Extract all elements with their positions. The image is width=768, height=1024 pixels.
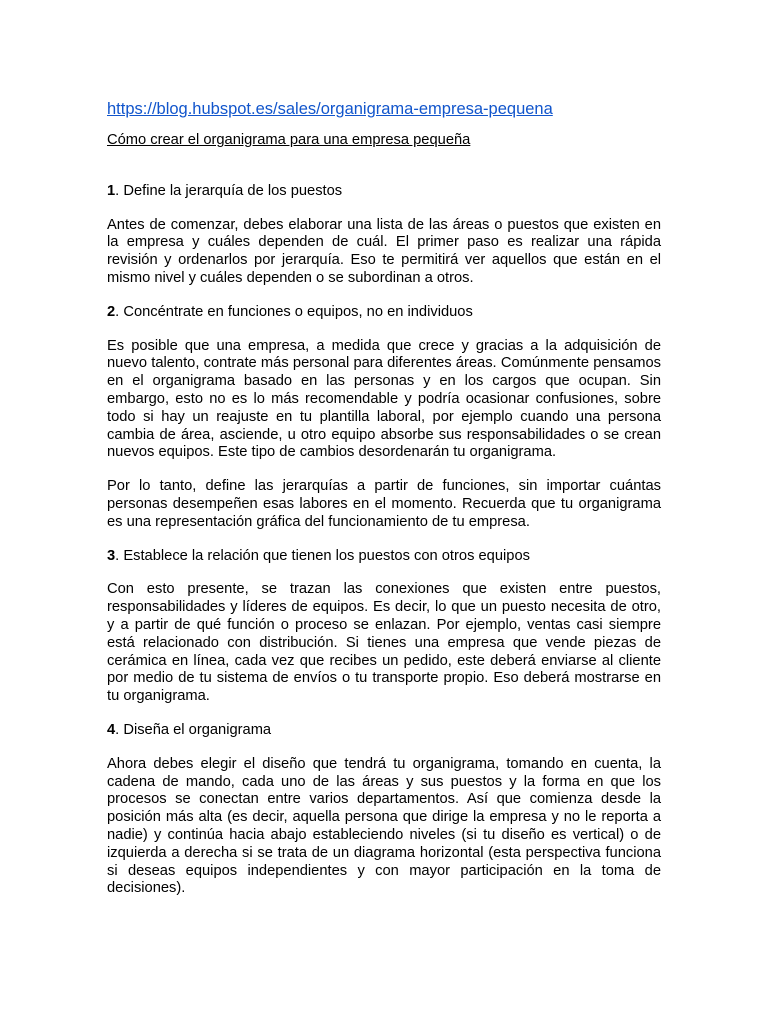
document-title: Cómo crear el organigrama para una empresa pequeña <box>107 132 471 148</box>
step-heading <box>107 722 661 740</box>
step-2 <box>107 304 661 532</box>
paragraph: Antes de comenzar, debes elaborar una lista de las áreas o puestos que existen en la empresa y cuáles dependen de cuál. El primer paso es realizar una rápida revisión y ordenarlos por jerarquía. Eso te permitirá ver aquellos que están en el mismo nivel y cuáles dependen o se subordinan a otros. <box>107 216 661 286</box>
paragraph: Con esto presente, se trazan las conexiones que existen entre puestos, responsabilidades y líderes de equipos. Es decir, lo que un puesto necesita de otro, y a partir de qué función o proceso se enlazan. Por ejemplo, ventas casi siempre está relacionado con distribución. Si tienes una empresa que vende piezas de cerámica en línea, cada vez que recibes un pedido, este deberá enviarse al cliente por medio de tu sistema de envíos o tu transporte propio. Eso deberá mostrarse en tu organigrama. <box>107 581 661 705</box>
step-number: 4 <box>107 721 116 738</box>
step-1 <box>107 183 661 288</box>
step-heading-text: . Concéntrate en funciones o equipos, no en individuos <box>115 303 473 320</box>
step-3 <box>107 548 661 706</box>
step-heading <box>107 304 661 322</box>
step-number: 2 <box>107 303 116 320</box>
step-heading-text: . Define la jerarquía de los puestos <box>115 182 343 199</box>
source-link[interactable]: https://blog.hubspot.es/sales/organigrama-empresa-pequena <box>107 100 553 118</box>
paragraph: Ahora debes elegir el diseño que tendrá tu organigrama, tomando en cuenta, la cadena de mando, cada uno de las áreas y sus puestos y la forma en que los procesos se conectan entre varios departamentos. Así que comienza desde la posición más alta (es decir, aquella persona que dirige la empresa y no le reporta a nadie) y continúa hacia abajo estableciendo niveles (si tu diseño es vertical) o de izquierda a derecha si se trata de un diagrama horizontal (esta perspectiva funciona si deseas equipos independientes y con mayor participación en la toma de decisiones). <box>107 755 661 897</box>
step-heading <box>107 548 661 566</box>
step-number: 3 <box>107 547 116 564</box>
step-heading <box>107 183 661 201</box>
step-4 <box>107 722 661 898</box>
paragraph: Por lo tanto, define las jerarquías a partir de funciones, sin importar cuántas personas desempeñen esas labores en el momento. Recuerda que tu organigrama es una representación gráfica del funcionamiento de tu empresa. <box>107 478 661 530</box>
step-number: 1 <box>107 182 116 199</box>
paragraph: Es posible que una empresa, a medida que crece y gracias a la adquisición de nuevo talento, contrate más personal para diferentes áreas. Comúnmente pensamos en el organigrama basado en las personas y en los cargos que ocupan. Sin embargo, esto no es lo más recomendable y podría ocasionar confusiones, sobre todo si hay un reajuste en tu plantilla laboral, por ejemplo cuando una persona cambia de área, asciende, u otro equipo absorbe sus responsabilidades o se crean nuevos equipos. Este tipo de cambios desordenarán tu organigrama. <box>107 337 661 461</box>
step-heading-text: . Establece la relación que tienen los puestos con otros equipos <box>115 547 530 564</box>
step-heading-text: . Diseña el organigrama <box>115 721 272 738</box>
